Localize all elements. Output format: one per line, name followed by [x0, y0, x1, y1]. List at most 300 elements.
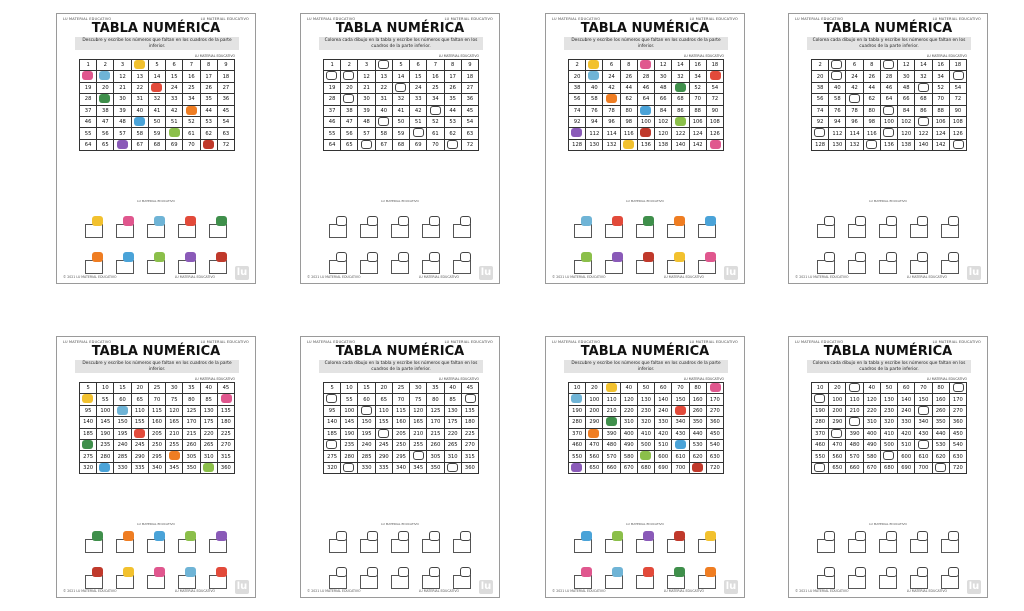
answer-box[interactable] — [667, 575, 685, 589]
picture-icon — [640, 451, 651, 460]
answer-box[interactable] — [209, 224, 227, 238]
answer-box[interactable] — [574, 224, 592, 238]
grid-cell: 69 — [410, 139, 427, 150]
footer-left: © 2021 LU MATERIAL EDUCATIVO — [63, 275, 117, 279]
answer-box[interactable] — [636, 224, 654, 238]
answer-box[interactable] — [848, 260, 866, 274]
grid-cell: 12 — [358, 71, 375, 82]
answer-box[interactable] — [848, 224, 866, 238]
grid-cell: 68 — [672, 94, 689, 105]
grid-cell: 5 — [324, 383, 341, 394]
answer-box[interactable] — [422, 224, 440, 238]
answer-box[interactable] — [85, 260, 103, 274]
grid-cell: 36 — [461, 94, 478, 105]
grid-row — [812, 417, 967, 428]
answer-box[interactable] — [574, 539, 592, 553]
answer-box[interactable] — [422, 575, 440, 589]
grid-cell: 120 — [166, 405, 183, 416]
card-picture-icon — [917, 567, 928, 577]
picture-icon — [82, 394, 93, 403]
card-picture-icon — [948, 216, 959, 226]
grid-cell: 35 — [200, 94, 217, 105]
answer-box[interactable] — [116, 539, 134, 553]
grid-cell: 110 — [603, 394, 620, 405]
grid-cell: 360 — [949, 417, 966, 428]
answer-box[interactable] — [360, 575, 378, 589]
grid-cell: 46 — [637, 82, 654, 93]
answer-box[interactable] — [147, 224, 165, 238]
grid-cell: 28 — [880, 71, 897, 82]
grid-cell: 32 — [672, 71, 689, 82]
grid-cell: 54 — [217, 116, 234, 127]
grid-cell: 58 — [586, 94, 603, 105]
grid-cell: 350 — [932, 417, 949, 428]
grid-row — [324, 417, 479, 428]
picture-icon — [814, 463, 825, 472]
number-grid — [79, 382, 235, 474]
grid-cell: 490 — [620, 439, 637, 450]
answer-box[interactable] — [636, 539, 654, 553]
grid-cell: 32 — [915, 71, 932, 82]
answer-box[interactable] — [910, 224, 928, 238]
answer-box[interactable] — [209, 575, 227, 589]
answer-box[interactable] — [879, 575, 897, 589]
grid-cell: 56 — [812, 94, 829, 105]
grid-cell: 140 — [80, 417, 97, 428]
grid-cell: 32 — [392, 94, 409, 105]
card-picture-icon — [581, 531, 592, 541]
grid-cell: 136 — [637, 139, 654, 150]
grid-cell: 160 — [148, 417, 165, 428]
grid-cell: 8 — [200, 60, 217, 71]
answer-box[interactable] — [453, 575, 471, 589]
grid-cell: 10 — [341, 383, 358, 394]
answer-box[interactable] — [329, 539, 347, 553]
grid-cell: 70 — [427, 139, 444, 150]
sub-label: LU MATERIAL EDUCATIVO — [381, 522, 419, 526]
grid-cell: 20 — [375, 383, 392, 394]
grid-row — [812, 405, 967, 416]
grid-cell: 480 — [603, 439, 620, 450]
grid-cell: 310 — [863, 417, 880, 428]
grid-cell: 540 — [706, 439, 723, 450]
answer-box[interactable] — [574, 260, 592, 274]
grid-cell: 135 — [217, 405, 234, 416]
grid-cell: 72 — [217, 139, 234, 150]
answer-box[interactable] — [605, 224, 623, 238]
header-right: LU MATERIAL EDUCATIVO — [932, 17, 981, 21]
grid-cell: 145 — [97, 417, 114, 428]
header-left: LU MATERIAL EDUCATIVO — [63, 17, 112, 21]
answer-box[interactable] — [147, 539, 165, 553]
picture-icon — [814, 394, 825, 403]
answer-box[interactable] — [941, 260, 959, 274]
answer-box[interactable] — [941, 575, 959, 589]
grid-cell: 112 — [586, 128, 603, 139]
picture-icon — [710, 140, 721, 149]
small-label: LU MATERIAL EDUCATIVO — [683, 377, 724, 381]
answer-box[interactable] — [605, 260, 623, 274]
answer-box[interactable] — [698, 224, 716, 238]
card-picture-icon — [429, 531, 440, 541]
grid-cell: 94 — [586, 116, 603, 127]
footer-right: LU MATERIAL EDUCATIVO — [663, 275, 704, 279]
grid-cell: 19 — [324, 82, 341, 93]
grid-cell: 460 — [569, 439, 586, 450]
grid-cell: 170 — [183, 417, 200, 428]
picture-icon — [831, 71, 842, 80]
grid-cell: 80 — [620, 105, 637, 116]
grid-cell: 40 — [131, 105, 148, 116]
picture-icon — [361, 406, 372, 415]
grid-cell: 550 — [569, 451, 586, 462]
answer-box[interactable] — [574, 575, 592, 589]
worksheet-page — [788, 13, 988, 284]
grid-cell: 310 — [200, 451, 217, 462]
answer-box[interactable] — [391, 539, 409, 553]
grid-cell: 142 — [932, 139, 949, 150]
card-picture-icon — [581, 216, 592, 226]
grid-cell: 85 — [444, 394, 461, 405]
grid-cell: 28 — [80, 94, 97, 105]
card-picture-icon — [123, 567, 134, 577]
card-picture-icon — [398, 216, 409, 226]
grid-cell: 12 — [655, 60, 672, 71]
header-right: LU MATERIAL EDUCATIVO — [200, 340, 249, 344]
header-left: LU MATERIAL EDUCATIVO — [552, 17, 601, 21]
grid-cell: 46 — [324, 116, 341, 127]
answer-box[interactable] — [941, 539, 959, 553]
sub-label: LU MATERIAL EDUCATIVO — [137, 199, 175, 203]
grid-cell: 470 — [829, 439, 846, 450]
answer-box[interactable] — [636, 575, 654, 589]
card-picture-icon — [917, 252, 928, 262]
grid-cell: 122 — [915, 128, 932, 139]
card-picture-icon — [612, 216, 623, 226]
grid-cell: 116 — [863, 128, 880, 139]
grid-cell: 15 — [358, 383, 375, 394]
grid-row — [324, 60, 479, 71]
picture-icon — [883, 106, 894, 115]
grid-cell: 160 — [932, 394, 949, 405]
answer-box[interactable] — [817, 224, 835, 238]
card-picture-icon — [460, 216, 471, 226]
grid-cell: 150 — [358, 417, 375, 428]
grid-cell: 230 — [637, 405, 654, 416]
picture-icon — [134, 117, 145, 126]
grid-cell: 96 — [846, 116, 863, 127]
grid-cell: 41 — [148, 105, 165, 116]
grid-cell: 700 — [672, 462, 689, 473]
answer-box[interactable] — [910, 575, 928, 589]
grid-cell: 57 — [114, 128, 131, 139]
grid-cell: 400 — [863, 428, 880, 439]
card-picture-icon — [367, 252, 378, 262]
answer-box[interactable] — [817, 539, 835, 553]
card-picture-icon — [185, 567, 196, 577]
answer-box[interactable] — [422, 260, 440, 274]
answer-box[interactable] — [636, 260, 654, 274]
grid-cell: 430 — [672, 428, 689, 439]
picture-icon — [588, 71, 599, 80]
answer-box[interactable] — [360, 224, 378, 238]
grid-cell: 33 — [166, 94, 183, 105]
grid-cell: 130 — [637, 394, 654, 405]
card-picture-icon — [917, 216, 928, 226]
grid-cell: 30 — [655, 71, 672, 82]
grid-cell: 210 — [603, 405, 620, 416]
grid-cell: 220 — [444, 428, 461, 439]
instructions-box: Descubre y escribe los números que faltan en los cuadros de la parte inferior. — [564, 360, 728, 373]
answer-box[interactable] — [360, 260, 378, 274]
grid-cell: 370 — [812, 428, 829, 439]
grid-row — [324, 439, 479, 450]
grid-cell: 235 — [97, 439, 114, 450]
grid-cell: 56 — [97, 128, 114, 139]
answer-box[interactable] — [817, 575, 835, 589]
picture-icon — [623, 140, 634, 149]
grid-cell: 65 — [341, 139, 358, 150]
answer-box[interactable] — [178, 260, 196, 274]
grid-cell: 295 — [392, 451, 409, 462]
grid-cell: 135 — [461, 405, 478, 416]
answer-box[interactable] — [817, 260, 835, 274]
answer-box[interactable] — [116, 260, 134, 274]
picture-icon — [918, 440, 929, 449]
answer-box[interactable] — [879, 224, 897, 238]
answer-box[interactable] — [147, 575, 165, 589]
answer-box[interactable] — [667, 224, 685, 238]
grid-row — [80, 417, 235, 428]
grid-row — [324, 428, 479, 439]
grid-cell: 64 — [80, 139, 97, 150]
grid-cell: 600 — [655, 451, 672, 462]
picture-icon — [395, 83, 406, 92]
grid-cell: 34 — [183, 94, 200, 105]
picture-icon — [692, 463, 703, 472]
grid-cell: 370 — [569, 428, 586, 439]
grid-cell: 26 — [620, 71, 637, 82]
answer-box[interactable] — [116, 224, 134, 238]
page-title: TABLA NUMÉRICA — [335, 344, 465, 359]
grid-cell: 250 — [392, 439, 409, 450]
answer-box[interactable] — [848, 539, 866, 553]
grid-cell: 27 — [217, 82, 234, 93]
answer-box[interactable] — [147, 260, 165, 274]
grid-cell: 620 — [932, 451, 949, 462]
grid-cell: 110 — [131, 405, 148, 416]
grid-cell: 56 — [341, 128, 358, 139]
grid-cell: 60 — [114, 394, 131, 405]
grid-row — [324, 394, 479, 405]
grid-cell: 100 — [586, 394, 603, 405]
answer-box[interactable] — [116, 575, 134, 589]
answer-box[interactable] — [879, 260, 897, 274]
grid-cell: 420 — [898, 428, 915, 439]
grid-cell: 88 — [689, 105, 706, 116]
answer-box[interactable] — [178, 224, 196, 238]
answer-box[interactable] — [667, 260, 685, 274]
small-label: LU MATERIAL EDUCATIVO — [926, 54, 967, 58]
answer-box[interactable] — [698, 260, 716, 274]
answer-box[interactable] — [178, 539, 196, 553]
grid-row — [569, 394, 724, 405]
grid-cell: 10 — [569, 383, 586, 394]
grid-cell: 225 — [461, 428, 478, 439]
grid-cell: 24 — [410, 82, 427, 93]
grid-cell: 90 — [949, 105, 966, 116]
card-picture-icon — [643, 567, 654, 577]
picture-icon — [430, 106, 441, 115]
grid-cell: 450 — [949, 428, 966, 439]
card-picture-icon — [612, 252, 623, 262]
grid-cell: 54 — [706, 82, 723, 93]
picture-icon — [935, 463, 946, 472]
grid-cell: 26 — [863, 71, 880, 82]
picture-icon — [831, 60, 842, 69]
answer-box[interactable] — [209, 260, 227, 274]
grid-cell: 215 — [183, 428, 200, 439]
lu-logo: lu — [968, 267, 980, 278]
answer-box[interactable] — [329, 575, 347, 589]
grid-cell: 240 — [114, 439, 131, 450]
grid-cell: 15 — [166, 71, 183, 82]
grid-cell: 8 — [444, 60, 461, 71]
answer-box[interactable] — [453, 539, 471, 553]
grid-cell: 25 — [392, 383, 409, 394]
grid-cell: 72 — [461, 139, 478, 150]
card-picture-icon — [643, 252, 654, 262]
grid-cell: 124 — [932, 128, 949, 139]
picture-icon — [169, 451, 180, 460]
answer-box[interactable] — [848, 575, 866, 589]
footer-left: © 2021 LU MATERIAL EDUCATIVO — [307, 275, 361, 279]
grid-cell: 130 — [444, 405, 461, 416]
picture-icon — [710, 71, 721, 80]
answer-box[interactable] — [178, 575, 196, 589]
grid-cell: 220 — [200, 428, 217, 439]
answer-box[interactable] — [453, 260, 471, 274]
picture-icon — [953, 383, 964, 392]
grid-cell: 42 — [846, 82, 863, 93]
grid-cell: 270 — [949, 405, 966, 416]
answer-box[interactable] — [605, 539, 623, 553]
grid-cell: 630 — [949, 451, 966, 462]
answer-box[interactable] — [605, 575, 623, 589]
grid-cell: 85 — [200, 394, 217, 405]
grid-cell: 62 — [863, 94, 880, 105]
grid-cell: 34 — [689, 71, 706, 82]
grid-row — [80, 428, 235, 439]
grid-cell: 20 — [586, 383, 603, 394]
small-label: LU MATERIAL EDUCATIVO — [683, 54, 724, 58]
grid-cell: 265 — [444, 439, 461, 450]
grid-cell: 330 — [114, 462, 131, 473]
grid-cell: 290 — [131, 451, 148, 462]
card-picture-icon — [705, 567, 716, 577]
grid-cell: 170 — [949, 394, 966, 405]
grid-cell: 720 — [706, 462, 723, 473]
picture-icon — [640, 60, 651, 69]
picture-icon — [343, 463, 354, 472]
picture-icon — [866, 140, 877, 149]
answer-box[interactable] — [941, 224, 959, 238]
card-picture-icon — [429, 252, 440, 262]
grid-cell: 78 — [846, 105, 863, 116]
answer-box[interactable] — [85, 224, 103, 238]
picture-icon — [361, 140, 372, 149]
answer-box[interactable] — [422, 539, 440, 553]
answer-box[interactable] — [209, 539, 227, 553]
answer-box[interactable] — [329, 224, 347, 238]
picture-icon — [831, 429, 842, 438]
grid-row — [812, 94, 967, 105]
grid-cell: 130 — [200, 405, 217, 416]
answer-box[interactable] — [85, 539, 103, 553]
answer-cards — [323, 527, 479, 598]
answer-box[interactable] — [360, 539, 378, 553]
grid-cell: 320 — [80, 462, 97, 473]
grid-cell: 38 — [812, 82, 829, 93]
instructions-box: Colorea cada dibujo en la tabla y escribe los números que faltan en los cuadros de la parte inferior. — [319, 37, 483, 50]
grid-cell: 410 — [880, 428, 897, 439]
answer-box[interactable] — [453, 224, 471, 238]
picture-icon — [413, 128, 424, 137]
answer-box[interactable] — [391, 260, 409, 274]
grid-cell: 195 — [114, 428, 131, 439]
grid-cell: 61 — [183, 128, 200, 139]
grid-cell: 31 — [131, 94, 148, 105]
picture-icon — [151, 83, 162, 92]
grid-cell: 68 — [392, 139, 409, 150]
picture-icon — [134, 60, 145, 69]
answer-box[interactable] — [391, 575, 409, 589]
grid-cell: 6 — [410, 60, 427, 71]
lu-logo: lu — [480, 267, 492, 278]
grid-cell: 610 — [915, 451, 932, 462]
answer-box[interactable] — [698, 575, 716, 589]
grid-cell: 240 — [898, 405, 915, 416]
answer-box[interactable] — [85, 575, 103, 589]
answer-box[interactable] — [910, 260, 928, 274]
grid-cell: 320 — [880, 417, 897, 428]
grid-cell: 98 — [863, 116, 880, 127]
grid-cell: 120 — [898, 128, 915, 139]
grid-cell: 30 — [114, 94, 131, 105]
grid-cell: 720 — [949, 462, 966, 473]
grid-cell: 5 — [80, 383, 97, 394]
grid-cell: 70 — [148, 394, 165, 405]
answer-box[interactable] — [391, 224, 409, 238]
answer-box[interactable] — [879, 539, 897, 553]
grid-cell: 67 — [375, 139, 392, 150]
picture-icon — [413, 451, 424, 460]
grid-cell: 106 — [689, 116, 706, 127]
grid-cell: 24 — [166, 82, 183, 93]
grid-cell: 600 — [898, 451, 915, 462]
answer-box[interactable] — [667, 539, 685, 553]
card-picture-icon — [154, 567, 165, 577]
answer-box[interactable] — [329, 260, 347, 274]
answer-box[interactable] — [698, 539, 716, 553]
grid-cell: 570 — [846, 451, 863, 462]
card-picture-icon — [460, 252, 471, 262]
grid-cell: 53 — [444, 116, 461, 127]
grid-cell: 190 — [341, 428, 358, 439]
instructions-box: Descubre y escribe los números que faltan en los cuadros de la parte inferior. — [564, 37, 728, 50]
answer-box[interactable] — [910, 539, 928, 553]
grid-row — [80, 116, 235, 127]
